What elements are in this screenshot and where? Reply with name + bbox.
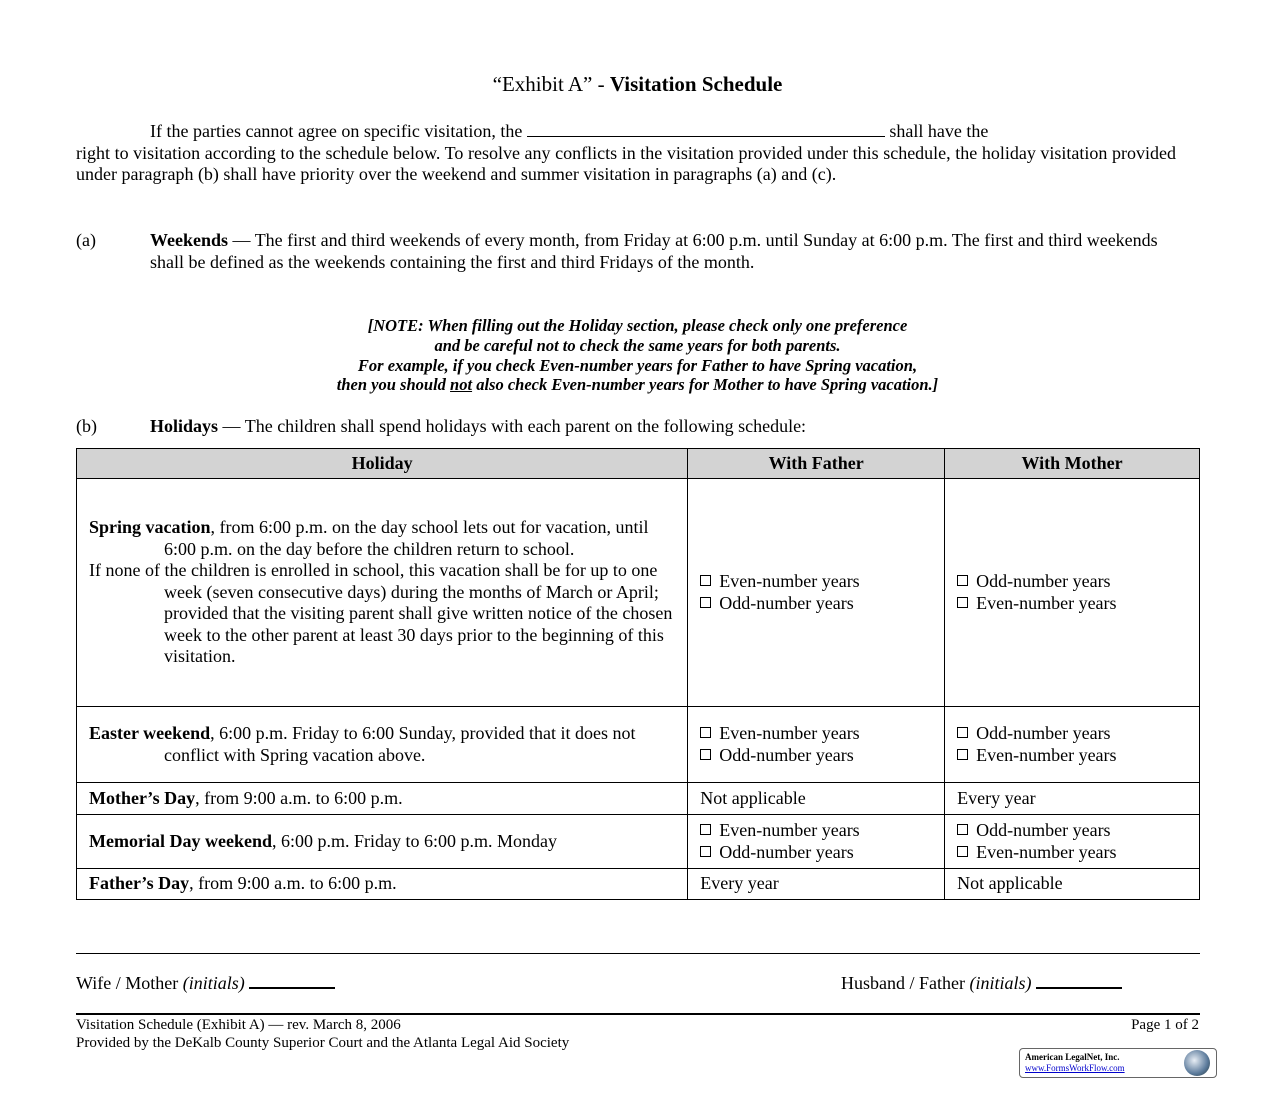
intro-paragraph: If the parties cannot agree on specific visitation, the shall have the right to visitation according to the schedule below. To resolve any conflicts in the visitation provided under this schedule, the holiday visitation provided under paragraph (b) shall have priority over the weekend and summer visitation in paragraphs (a) and (c). xyxy=(76,121,1176,185)
table-row: Easter weekend, 6:00 p.m. Friday to 6:00 Sunday, provided that it does not conflict with Spring vacation above. Even-number years Odd-number years Odd-number years Even-number years xyxy=(77,707,1200,783)
american-legalnet-logo[interactable]: American LegalNet, Inc. www.FormsWorkFlow.com xyxy=(1019,1048,1217,1078)
footer-form-title: Visitation Schedule (Exhibit A) — rev. March 8, 2006 xyxy=(76,1017,401,1033)
checkbox[interactable] xyxy=(957,575,968,586)
checkbox[interactable] xyxy=(957,597,968,608)
wife-initials: Wife / Mother (initials) xyxy=(76,973,335,995)
checkbox[interactable] xyxy=(957,727,968,738)
table-row: Mother’s Day, from 9:00 a.m. to 6:00 p.m. Not applicable Every year xyxy=(77,783,1200,815)
globe-icon xyxy=(1184,1050,1210,1076)
table-row: Father’s Day, from 9:00 a.m. to 6:00 p.m. Every year Not applicable xyxy=(77,869,1200,900)
table-row: Memorial Day weekend, 6:00 p.m. Friday to 6:00 p.m. Monday Even-number years Odd-number years Odd-number years Even-number years xyxy=(77,815,1200,869)
document-title: “Exhibit A” - Visitation Schedule xyxy=(492,72,783,96)
husband-initials-blank[interactable] xyxy=(1036,973,1122,989)
checkbox[interactable] xyxy=(700,749,711,760)
col-header-father: With Father xyxy=(688,449,945,479)
page-number: Page 1 of 2 xyxy=(1131,1017,1199,1033)
forms-workflow-link[interactable]: www.FormsWorkFlow.com xyxy=(1025,1063,1125,1073)
husband-initials: Husband / Father (initials) xyxy=(841,973,1122,995)
checkbox[interactable] xyxy=(957,824,968,835)
checkbox[interactable] xyxy=(700,846,711,857)
col-header-holiday: Holiday xyxy=(77,449,688,479)
checkbox[interactable] xyxy=(700,597,711,608)
holiday-table xyxy=(76,448,1200,900)
checkbox[interactable] xyxy=(700,824,711,835)
paragraph-a: (a) Weekends — The first and third weekends of every month, from Friday at 6:00 p.m. until Sunday at 6:00 p.m. The first and third weekends shall be defined as the weekends containing the first and third Fridays of the month. xyxy=(76,230,1158,272)
signature-divider xyxy=(76,953,1200,954)
checkbox[interactable] xyxy=(957,846,968,857)
table-row: Spring vacation, from 6:00 p.m. on the day school lets out for vacation, until 6:00 p.m. on the day before the children return to school. If none of the children is enrolled in school, this vacation shall be for up to one week (seven consecutive days) during the months of March or April; provided that the visiting parent shall give written notice of the chosen week to the other parent at least 30 days prior to the beginning of this visitation. Even-number years Odd-number years Odd-number years Even-number years xyxy=(77,479,1200,707)
holiday-note: [NOTE: When filling out the Holiday section, please check only one preference and be careful not to check the same years for both parents. For example, if you check Even-number years for Father to have Spring vacation, then you should not also check Even-number years for Mother to have Spring vacation.] xyxy=(336,316,939,395)
footer-divider xyxy=(76,1013,1200,1015)
col-header-mother: With Mother xyxy=(945,449,1200,479)
checkbox[interactable] xyxy=(957,749,968,760)
checkbox[interactable] xyxy=(700,727,711,738)
wife-initials-blank[interactable] xyxy=(249,973,335,989)
footer-provider: Provided by the DeKalb County Superior Court and the Atlanta Legal Aid Society xyxy=(76,1035,570,1051)
party-name-blank[interactable] xyxy=(527,122,885,137)
paragraph-b: (b) Holidays — The children shall spend holidays with each parent on the following schedule: xyxy=(76,416,807,436)
checkbox[interactable] xyxy=(700,575,711,586)
